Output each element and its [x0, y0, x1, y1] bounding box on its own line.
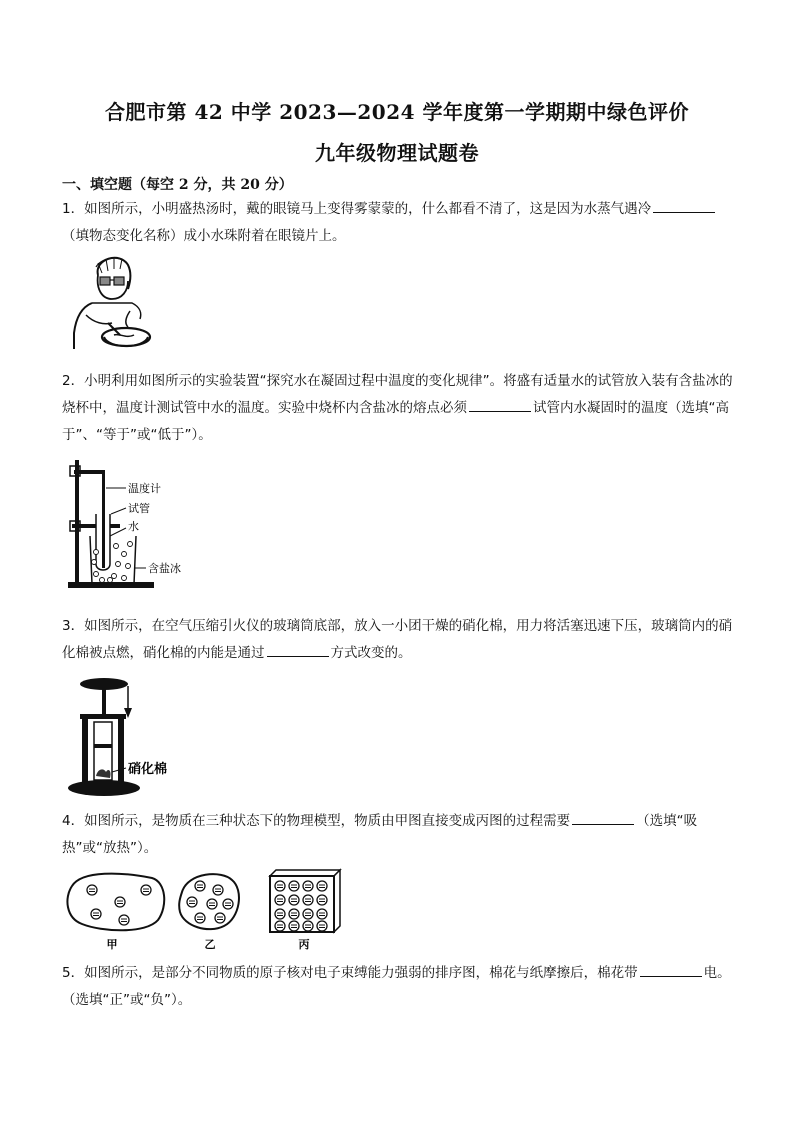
question-4-text: 4．如图所示，是物质在三种状态下的物理模型，物质由甲图直接变成丙图的过程需要 — [62, 813, 571, 829]
figure-air-compression-igniter — [64, 672, 194, 806]
question-4 — [62, 808, 742, 862]
answer-blank-5[interactable] — [640, 962, 702, 977]
figure-freezing-apparatus — [66, 456, 194, 596]
question-1 — [62, 196, 742, 250]
label-bing: 丙 — [298, 938, 310, 951]
section-heading: 一、填空题（每空 2 分，共 20 分） — [62, 177, 293, 193]
exam-subtitle: 九年级物理试题卷 — [315, 141, 479, 165]
question-5 — [62, 960, 742, 1014]
question-3 — [62, 613, 742, 667]
answer-blank-3[interactable] — [267, 642, 329, 657]
question-2-text: 2．小明利用如图所示的实验装置“探究水在凝固过程中温度的变化规律”。将盛有适量水的试管放入装有含盐冰的烧杯中，温度计测试管中水的温度。实验中烧杯内含盐冰的熔点必须 — [62, 373, 733, 416]
exam-title: 合肥市第 42 中学 2023—2024 学年度第一学期期中绿色评价 — [104, 100, 689, 124]
question-4-text-end: （选填“吸热”或“放热”）。 — [62, 813, 698, 856]
label-yi: 乙 — [204, 938, 216, 951]
answer-blank-4[interactable] — [572, 810, 634, 825]
label-thermometer: 温度计 — [128, 482, 161, 495]
label-water: 水 — [128, 520, 139, 533]
question-3-text-end: 方式改变的。 — [330, 645, 412, 661]
question-5-text-end: 电。（选填“正”或“负”）。 — [62, 965, 731, 1008]
question-5-text: 5．如图所示，是部分不同物质的原子核对电子束缚能力强弱的排序图，棉花与纸摩擦后，棉花带 — [62, 965, 638, 981]
figure-states-of-matter — [62, 866, 352, 956]
question-2-text-end: 试管内水凝固时的温度（选填“高于”、“等于”或“低于”）。 — [62, 400, 729, 443]
question-3-text: 3．如图所示，在空气压缩引火仪的玻璃筒底部，放入一小团干燥的硝化棉，用力将活塞迅速下压，玻璃筒内的硝化棉被点燃，硝化棉的内能是通过 — [62, 618, 733, 661]
answer-blank-2[interactable] — [469, 397, 531, 412]
figure-hot-soup-glasses — [68, 253, 160, 359]
question-1-text-end: （填物态变化名称）成小水珠附着在眼镜片上。 — [62, 228, 346, 244]
answer-blank-1[interactable] — [653, 198, 715, 213]
question-1-text: 1．如图所示，小明盛热汤时，戴的眼镜马上变得雾蒙蒙的，什么都看不清了，这是因为水蒸气遇冷 — [62, 201, 652, 217]
label-nitrocellulose: 硝化棉 — [128, 762, 168, 777]
label-test-tube: 试管 — [128, 502, 150, 515]
label-salt-ice: 含盐冰 — [148, 562, 181, 575]
question-2 — [62, 368, 742, 449]
label-jia: 甲 — [106, 938, 118, 951]
